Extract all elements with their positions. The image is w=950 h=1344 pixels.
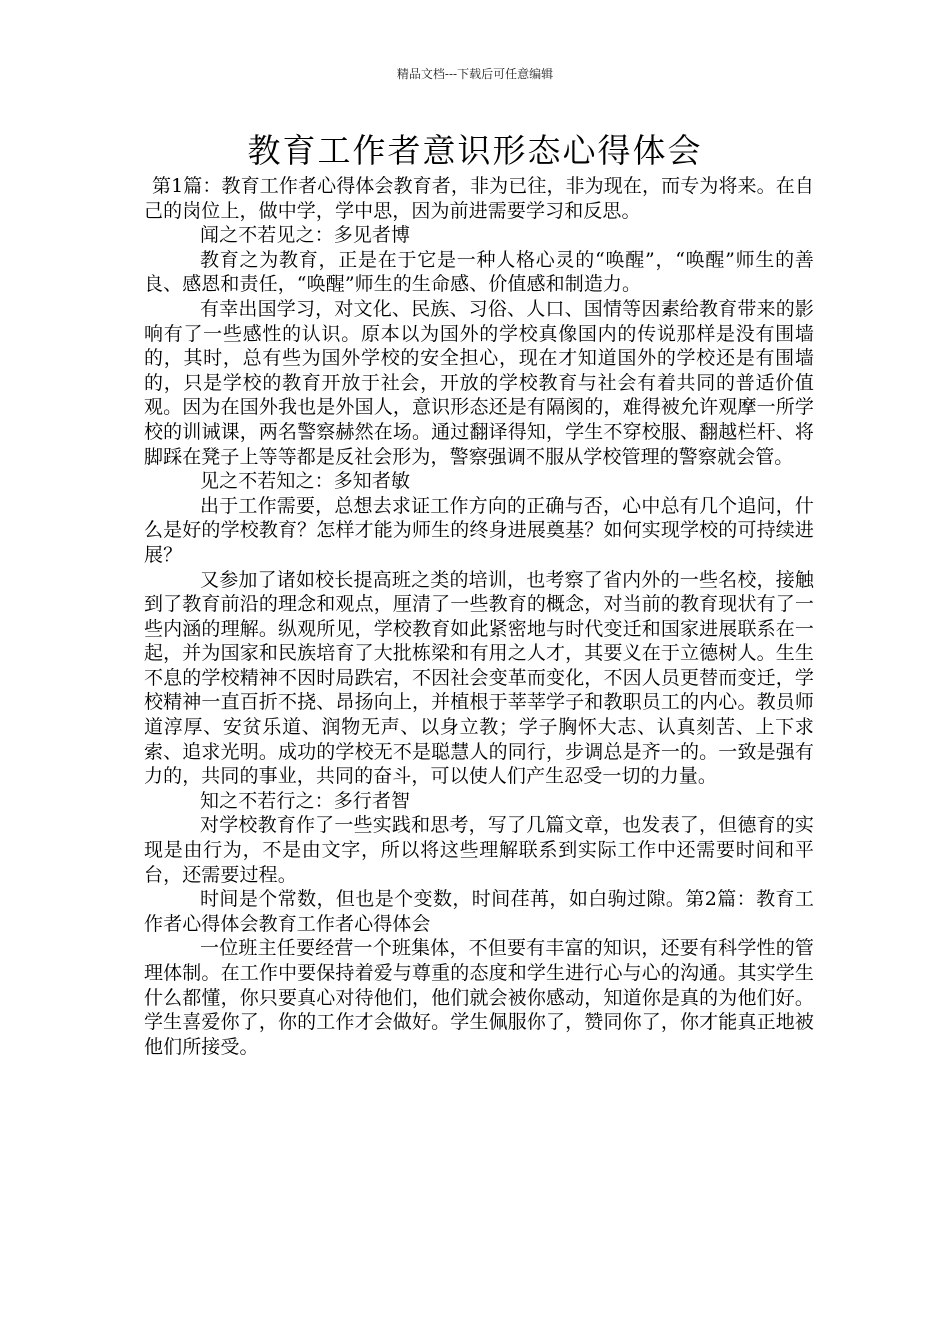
page-header: 精品文档---下载后可任意编辑: [396, 67, 554, 81]
document-body: [144, 174, 814, 1059]
paragraph: 第1篇：教育工作者心得体会教育者，非为已往，非为现在，而专为将来。在自己的岗位上，做中学，学中思，因为前进需要学习和反思。: [144, 175, 814, 222]
paragraph: 一位班主任要经营一个班集体，不但要有丰富的知识，还要有科学性的管理体制。在工作中要保持着爱与尊重的态度和学生进行心与心的沟通。其实学生什么都懂，你只要真心对待他们，他们就会被你感动，知道你是真的为他们好。学生喜爱你了，你的工作才会做好。学生佩服你了，赞同你了，你才能真正地被他们所接受。: [144, 937, 814, 1058]
section-heading: 见之不若知之：多知者敏: [200, 470, 411, 493]
paragraph: 对学校教育作了一些实践和思考，写了几篇文章，也发表了，但德育的实现是由行为，不是由文字，所以将这些理解联系到实际工作中还需要时间和平台，还需要过程。: [144, 814, 814, 886]
section-heading: 闻之不若见之：多见者博: [200, 224, 411, 247]
paragraph: 时间是个常数，但也是个变数，时间荏苒，如白驹过隙。第2篇：教育工作者心得体会教育工作者心得体会: [144, 888, 814, 935]
paragraph: 出于工作需要，总想去求证工作方向的正确与否，心中总有几个追问，什么是好的学校教育？怎样才能为师生的终身进展奠基？如何实现学校的可持续进展？: [144, 494, 814, 566]
paragraph: 教育之为教育，正是在于它是一种人格心灵的“唤醒”，“唤醒”师生的善良、感恩和责任，“唤醒”师生的生命感、价值感和制造力。: [144, 248, 814, 296]
paragraph: 有幸出国学习，对文化、民族、习俗、人口、国情等因素给教育带来的影响有了一些感性的认识。原本以为国外的学校真像国内的传说那样是没有围墙的，其时，总有些为国外学校的安全担心，现在才知道国外的学校还是有围墙的，只是学校的教育开放于社会，开放的学校教育与社会有着共同的普适价值观。因为在国外我也是外国人，意识形态还是有隔阂的，难得被允许观摩一所学校的训诫课，两名警察赫然在场。通过翻译得知，学生不穿校服、翻越栏杆、将脚踩在凳子上等等都是反社会形为，警察强调不服从学校管理的警察就会管。: [144, 297, 814, 468]
document-title: 教育工作者意识形态心得体会: [247, 131, 703, 170]
section-heading: 知之不若行之：多行者智: [200, 789, 411, 812]
paragraph: 又参加了诸如校长提高班之类的培训，也考察了省内外的一些名校，接触到了教育前沿的理念和观点，厘清了一些教育的概念，对当前的教育现状有了一些内涵的理解。纵观所见，学校教育如此紧密地与时代变迁和国家进展联系在一起，并为国家和民族培育了大批栋梁和有用之人才，其要义在于立德树人。生生不息的学校精神不因时局跌宕，不因社会变革而变化，不因人员更替而变迁，学校精神一直百折不挠、昂扬向上，并植根于莘莘学子和教职员工的内心。教员师道淳厚、安贫乐道、润物无声、以身立教；学子胸怀大志、认真刻苦、上下求索、追求光明。成功的学校无不是聪慧人的同行，步调总是齐一的。一致是强有力的，共同的事业，共同的奋斗，可以使人们产生忍受一切的力量。: [144, 568, 814, 788]
